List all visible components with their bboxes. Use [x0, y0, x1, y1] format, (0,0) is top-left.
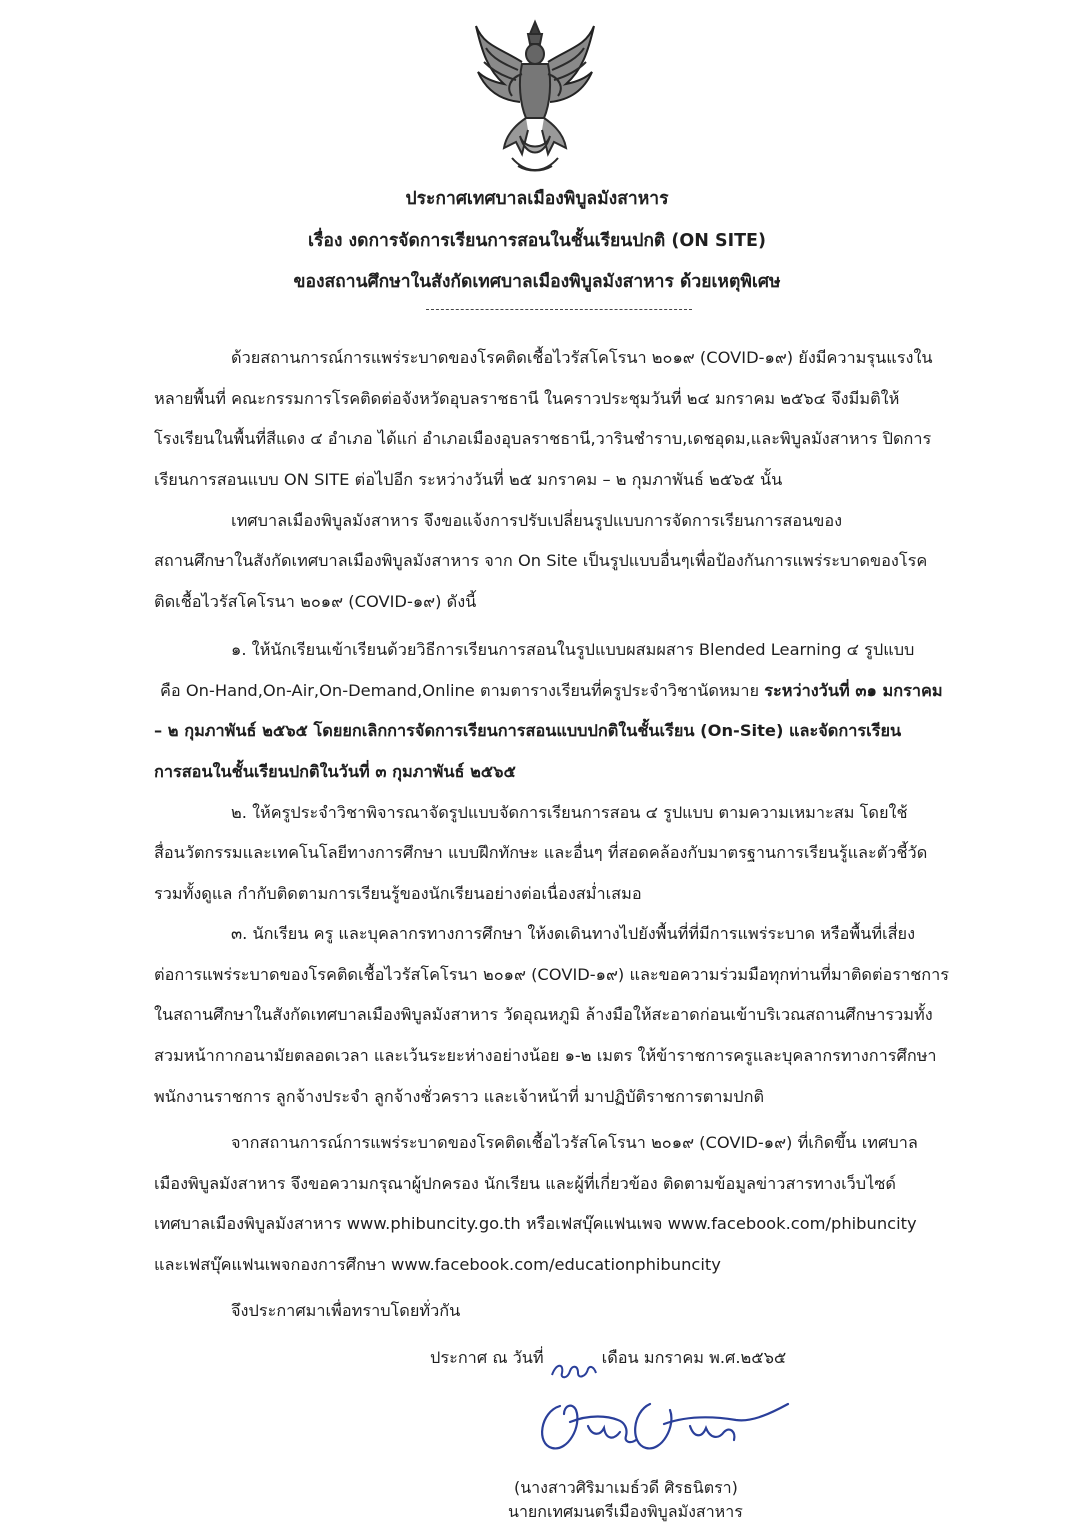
document-title: ประกาศเทศบาลเมืองพิบูลมังสาหาร — [405, 189, 669, 209]
closing-line: จากสถานการณ์การแพร่ระบาดของโรคติดเชื้อไวรัสโคโรนา ๒๐๑๙ (COVID-๑๙) ที่เกิดขึ้น เทศบาล — [231, 1133, 918, 1152]
announce-line: จึงประกาศมาเพื่อทราบโดยทั่วกัน — [231, 1301, 461, 1320]
signer-position: นายกเทศมนตรีเมืองพิบูลมังสาหาร — [508, 1502, 743, 1521]
garuda-emblem-icon — [470, 18, 600, 176]
item1-line — [160, 681, 943, 701]
para2-line: สถานศึกษาในสังกัดเทศบาลเมืองพิบูลมังสาหาร จาก On Site เป็นรูปแบบอื่นๆเพื่อป้องกันการแพร่ระบาดของโรค — [154, 551, 928, 570]
para2-line: ติดเชื้อไวรัสโคโรนา ๒๐๑๙ (COVID-๑๙) ดังนี้ — [154, 592, 477, 611]
title-divider — [426, 309, 692, 310]
item3-line: พนักงานราชการ ลูกจ้างประจำ ลูกจ้างชั่วคราว และเจ้าหน้าที่ มาปฏิบัติราชการตามปกติ — [154, 1087, 765, 1106]
intro-line: หลายพื้นที่ คณะกรรมการโรคติดต่อจังหวัดอุบลราชธานี ในคราวประชุมวันที่ ๒๔ มกราคม ๒๕๖๔ จึงมีมติให้ — [154, 389, 900, 408]
document-subject-continued: ของสถานศึกษาในสังกัดเทศบาลเมืองพิบูลมังสาหาร ด้วยเหตุพิเศษ — [293, 272, 781, 292]
item1-date-range: ระหว่างวันที่ ๓๑ มกราคม — [764, 681, 943, 700]
signer-name: (นางสาวศิริมาเมธ์วดี ศิรธนิตรา) — [514, 1478, 738, 1497]
closing-line: เทศบาลเมืองพิบูลมังสาหาร www.phibuncity.go.th หรือเฟสบุ๊คแฟนเพจ www.facebook.com/phibuncity — [154, 1214, 917, 1233]
item2-line: รวมทั้งดูแล กำกับติดตามการเรียนรู้ของนักเรียนอย่างต่อเนื่องสม่ำเสมอ — [154, 884, 642, 903]
intro-line: โรงเรียนในพื้นที่สีแดง ๔ อำเภอ ได้แก่ อำเภอเมืองอุบลราชธานี,วารินชำราบ,เดชอุดม,และพิบูลมังสาหาร ปิดการ — [154, 429, 932, 448]
item2-line: สื่อนวัตกรรมและเทคโนโลยีทางการศึกษา แบบฝึกทักษะ และอื่นๆ ที่สอดคล้องกับมาตรฐานการเรียนรู้และตัวชี้วัด — [154, 843, 928, 862]
date-prefix: ประกาศ ณ วันที่ — [430, 1348, 544, 1367]
para2-line: เทศบาลเมืองพิบูลมังสาหาร จึงขอแจ้งการปรับเปลี่ยนรูปแบบการจัดการเรียนการสอนของ — [231, 511, 843, 530]
closing-line: และเฟสบุ๊คแฟนเพจกองการศึกษา www.facebook.com/educationphibuncity — [154, 1255, 721, 1274]
intro-line: ด้วยสถานการณ์การแพร่ระบาดของโรคติดเชื้อไวรัสโคโรนา ๒๐๑๙ (COVID-๑๙) ยังมีความรุนแรงใน — [231, 348, 933, 367]
intro-line: เรียนการสอนแบบ ON SITE ต่อไปอีก ระหว่างวันที่ ๒๕ มกราคม – ๒ กุมภาพันธ์ ๒๕๖๕ นั้น — [154, 470, 783, 489]
item2-line: ๒. ให้ครูประจำวิชาพิจารณาจัดรูปแบบจัดการเรียนการสอน ๔ รูปแบบ ตามความเหมาะสม โดยใช้ — [231, 803, 908, 822]
item1-line-bold: การสอนในชั้นเรียนปกติในวันที่ ๓ กุมภาพันธ์ ๒๕๖๕ — [154, 762, 516, 781]
item1-line: ๑. ให้นักเรียนเข้าเรียนด้วยวิธีการเรียนการสอนในรูปแบบผสมผสาร Blended Learning ๔ รูปแบบ — [231, 640, 915, 659]
date-suffix: เดือน มกราคม พ.ศ.๒๕๖๕ — [601, 1348, 787, 1367]
item1-line-bold: – ๒ กุมภาพันธ์ ๒๕๖๕ โดยยกเลิกการจัดการเรียนการสอนแบบปกติในชั้นเรียน (On-Site) และจัดการเรียน — [154, 721, 902, 740]
signature-icon — [530, 1396, 798, 1464]
item3-line: ในสถานศึกษาในสังกัดเทศบาลเมืองพิบูลมังสาหาร วัดอุณหภูมิ ล้างมือให้สะอาดก่อนเข้าบริเวณสถานศึกษารวมทั้ง — [154, 1005, 933, 1024]
document-subject: เรื่อง งดการจัดการเรียนการสอนในชั้นเรียนปกติ (ON SITE) — [308, 231, 766, 251]
date-line — [430, 1348, 786, 1368]
item3-line: ต่อการแพร่ระบาดของโรคติดเชื้อไวรัสโคโรนา ๒๐๑๙ (COVID-๑๙) และขอความร่วมมือทุกท่านที่มาติดต่อราชการ — [154, 965, 950, 984]
closing-line: เมืองพิบูลมังสาหาร จึงขอความกรุณาผู้ปกครอง นักเรียน และผู้ที่เกี่ยวข้อง ติดตามข้อมูลข่าวสารทางเว็บไซด์ — [154, 1174, 896, 1193]
item3-line: ๓. นักเรียน ครู และบุคลากรทางการศึกษา ให้งดเดินทางไปยังพื้นที่ที่มีการแพร่ระบาด หรือพื้นที่เสี่ยง — [231, 924, 916, 943]
item3-line: สวมหน้ากากอนามัยตลอดเวลา และเว้นระยะห่างอย่างน้อย ๑-๒ เมตร ให้ข้าราชการครูและบุคลากรทางการศึกษา — [154, 1046, 937, 1065]
item1-schedule-text: คือ On-Hand,On-Air,On-Demand,Online ตามตารางเรียนที่ครูประจำวิชานัดหมาย — [160, 681, 765, 700]
